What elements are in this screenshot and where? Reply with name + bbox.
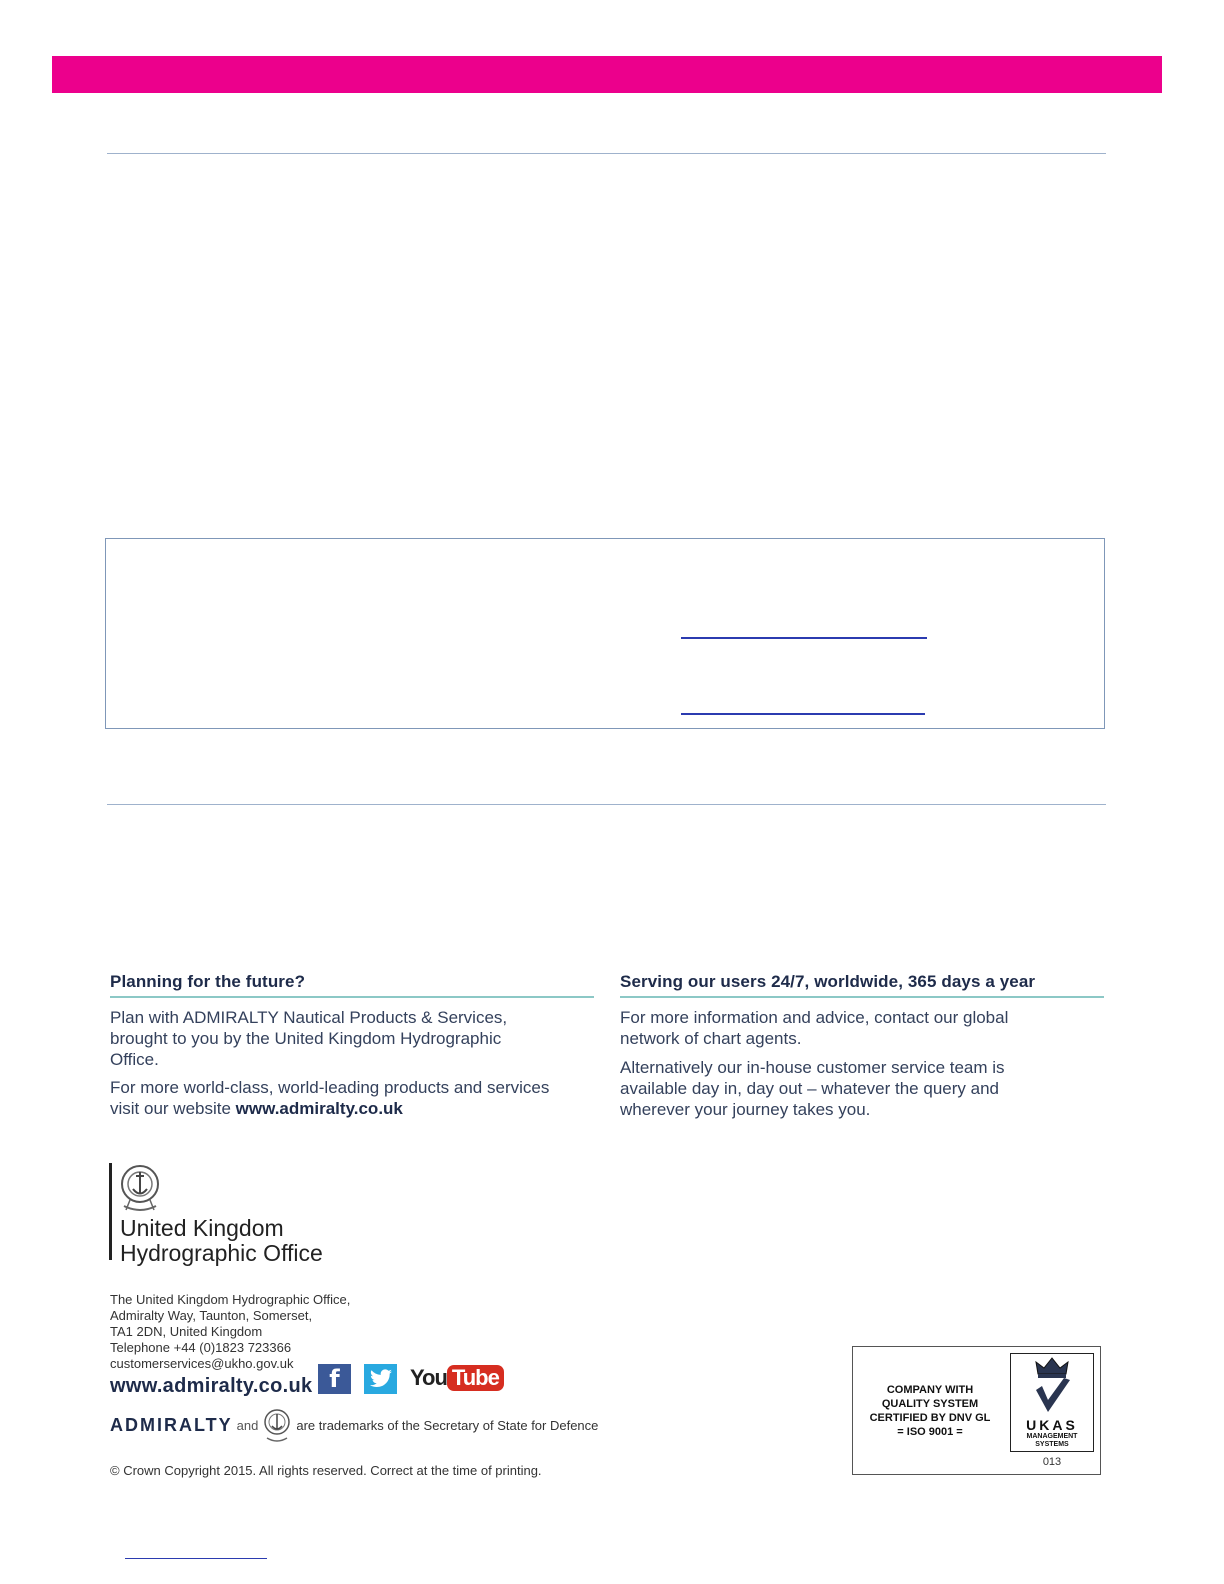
crown-tick-icon <box>1030 1356 1074 1418</box>
cert-line-3: CERTIFIED BY DNV GL <box>869 1412 991 1424</box>
cert-line-1: COMPANY WITH <box>886 1384 974 1396</box>
ukas-sub-1: MANAGEMENT <box>1026 1433 1078 1440</box>
trademark-and: and <box>236 1417 259 1433</box>
twitter-bird-icon <box>369 1369 393 1389</box>
website-link-inline[interactable]: www.admiralty.co.uk <box>235 1099 403 1118</box>
trademark-line <box>110 1406 598 1444</box>
trademark-text: are trademarks of the Secretary of State for Defence <box>296 1417 599 1433</box>
copyright: © Crown Copyright 2015. All rights reserved. Correct at the time of printing. <box>110 1463 542 1478</box>
serving-paragraph-1: For more information and advice, contact our global network of chart agents. <box>620 1008 1009 1048</box>
planning-paragraph-2 <box>110 1077 550 1119</box>
certification-number: 013 <box>1042 1456 1062 1468</box>
certification-text <box>856 1383 1004 1439</box>
address-telephone: Telephone +44 (0)1823 723366 <box>110 1340 292 1355</box>
ukas-wordmark: UKAS <box>1026 1417 1078 1433</box>
youtube-you: You <box>410 1365 447 1390</box>
form-box <box>105 538 1105 729</box>
section-divider-top <box>107 153 1106 154</box>
serving-paragraph-2: Alternatively our in-house customer service team is available day in, day out – whatever the query and wherever your journey takes you. <box>620 1058 1005 1119</box>
ukas-sub-2: SYSTEMS <box>1035 1441 1069 1448</box>
link-underline-2[interactable] <box>681 713 925 715</box>
youtube-tube: Tube <box>447 1365 504 1391</box>
planning-paragraph-2-text: For more world-class, world-leading products and services visit our website <box>110 1078 550 1118</box>
header-banner <box>52 56 1162 93</box>
address-line-3: TA1 2DN, United Kingdom <box>110 1324 263 1339</box>
link-underline-1[interactable] <box>681 637 927 639</box>
address-line-2: Admiralty Way, Taunton, Somerset, <box>110 1308 313 1323</box>
logo-line-1: United Kingdom <box>120 1215 284 1241</box>
website-link[interactable]: www.admiralty.co.uk <box>110 1375 313 1397</box>
logo-line-2: Hydrographic Office <box>120 1240 323 1266</box>
youtube-icon[interactable] <box>410 1365 504 1391</box>
section-divider-bottom <box>107 804 1106 805</box>
planning-paragraph-1: Plan with ADMIRALTY Nautical Products & Services, brought to you by the United Kingdom Hydrographic Office. <box>110 1008 508 1069</box>
facebook-glyph: f <box>329 1365 340 1393</box>
admiralty-wordmark: ADMIRALTY <box>110 1414 233 1435</box>
address-line-1: The United Kingdom Hydrographic Office, <box>110 1292 351 1307</box>
twitter-icon[interactable] <box>364 1364 397 1394</box>
cert-line-2: QUALITY SYSTEM <box>881 1398 979 1410</box>
address-email[interactable]: customerservices@ukho.gov.uk <box>110 1356 294 1371</box>
cert-line-4: = ISO 9001 = <box>897 1426 963 1438</box>
footer-link-underline[interactable] <box>125 1558 267 1559</box>
planning-rule <box>110 996 594 998</box>
serving-heading: Serving our users 24/7, worldwide, 365 days a year <box>620 972 1036 991</box>
admiralty-crest-small-icon <box>262 1406 292 1444</box>
admiralty-crest-icon <box>118 1162 162 1214</box>
facebook-icon[interactable] <box>318 1364 351 1394</box>
logo-bar <box>109 1163 112 1260</box>
planning-heading: Planning for the future? <box>110 972 306 991</box>
serving-rule <box>620 996 1104 998</box>
